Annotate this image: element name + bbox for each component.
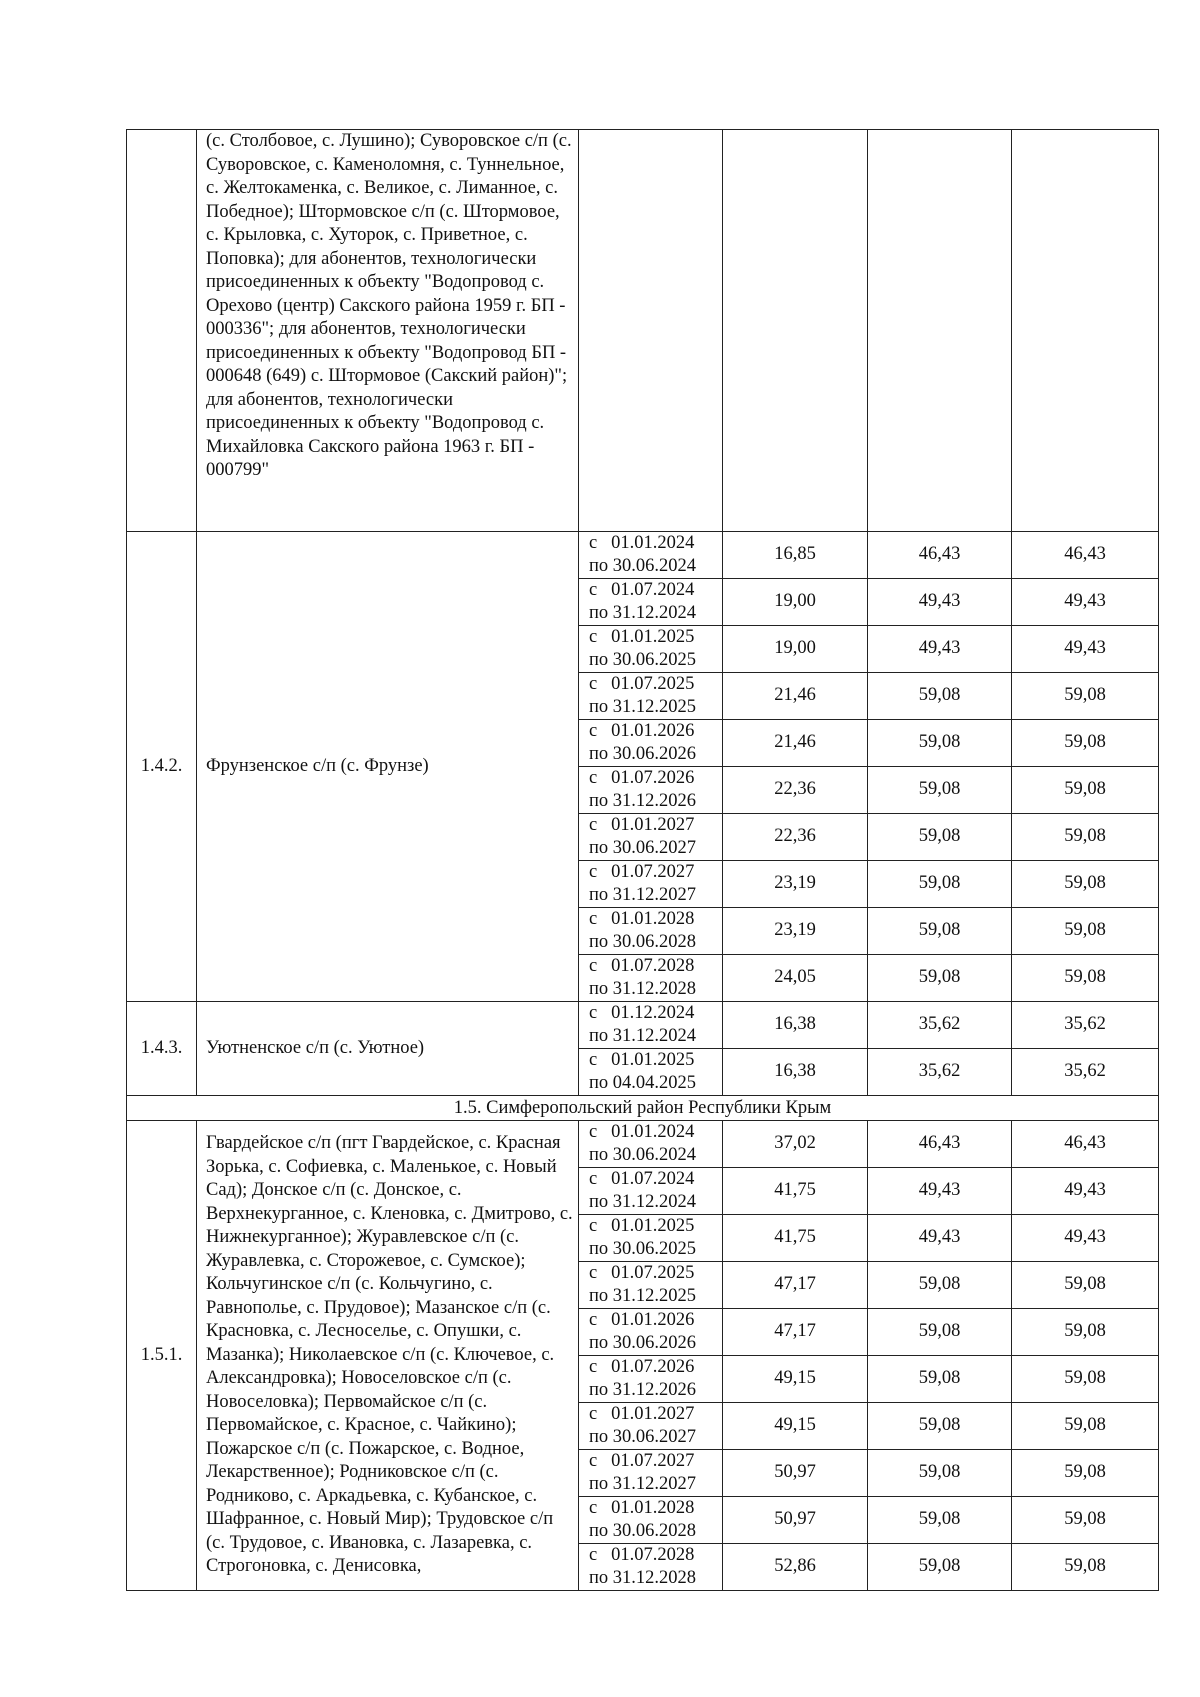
- table-row: [127, 532, 1159, 579]
- tariff-value-cell: [1012, 130, 1159, 532]
- section-heading-row: [127, 1096, 1159, 1121]
- settlement-name: Фрунзенское с/п (с. Фрунзе): [197, 532, 579, 1002]
- tariff-value-3: 59,08: [1012, 1403, 1159, 1450]
- period-to: по 31.12.2026: [589, 1380, 697, 1400]
- tariff-value-2: 59,08: [868, 1262, 1012, 1309]
- tariff-value-1: 50,97: [723, 1450, 868, 1497]
- block-1-4-3: [127, 1002, 1159, 1096]
- period-from: с 01.07.2024: [589, 580, 695, 600]
- period-from: с 01.07.2026: [589, 1357, 695, 1377]
- block-1-5-1: [127, 1121, 1159, 1591]
- section-heading: 1.5. Симферопольский район Республики Крым: [127, 1096, 1159, 1121]
- tariff-value-3: 49,43: [1012, 1168, 1159, 1215]
- period-cell: [579, 626, 723, 673]
- tariff-value-3: 35,62: [1012, 1049, 1159, 1096]
- period-cell: [579, 1450, 723, 1497]
- tariff-value-2: 59,08: [868, 720, 1012, 767]
- tariff-value-1: 41,75: [723, 1168, 868, 1215]
- period-from: с 01.01.2026: [589, 721, 695, 741]
- period-from: с 01.07.2028: [589, 956, 695, 976]
- tariff-value-2: 59,08: [868, 814, 1012, 861]
- tariff-value-1: 47,17: [723, 1262, 868, 1309]
- period-from: с 01.01.2024: [589, 533, 695, 553]
- period-from: с 01.07.2027: [589, 1451, 695, 1471]
- tariff-value-1: 21,46: [723, 720, 868, 767]
- period-cell: [579, 814, 723, 861]
- period-to: по 31.12.2026: [589, 791, 697, 811]
- settlement-name: Уютненское с/п (с. Уютное): [197, 1002, 579, 1096]
- period-from: с 01.01.2028: [589, 1498, 695, 1518]
- tariff-value-1: 49,15: [723, 1356, 868, 1403]
- tariff-value-3: 59,08: [1012, 1309, 1159, 1356]
- period-cell: [579, 1356, 723, 1403]
- tariff-value-2: 46,43: [868, 532, 1012, 579]
- tariff-value-2: 49,43: [868, 1215, 1012, 1262]
- row-number: 1.4.3.: [127, 1002, 197, 1096]
- tariff-value-1: 41,75: [723, 1215, 868, 1262]
- tariff-value-cell: [723, 130, 868, 532]
- tariff-value-2: 49,43: [868, 1168, 1012, 1215]
- tariff-value-3: 59,08: [1012, 1497, 1159, 1544]
- row-number: 1.4.2.: [127, 532, 197, 1002]
- period-cell: [579, 1544, 723, 1591]
- tariff-value-3: 49,43: [1012, 1215, 1159, 1262]
- tariff-value-3: 59,08: [1012, 814, 1159, 861]
- tariff-value-3: 59,08: [1012, 673, 1159, 720]
- period-cell: [579, 1168, 723, 1215]
- period-from: с 01.07.2024: [589, 1169, 695, 1189]
- period-cell: [579, 1309, 723, 1356]
- tariff-value-3: 59,08: [1012, 720, 1159, 767]
- table-row-continuation: [127, 130, 1159, 532]
- period-cell: [579, 955, 723, 1002]
- tariff-value-1: 50,97: [723, 1497, 868, 1544]
- tariff-value-1: 23,19: [723, 861, 868, 908]
- tariff-value-1: 22,36: [723, 814, 868, 861]
- tariff-value-1: 16,85: [723, 532, 868, 579]
- tariff-value-1: 49,15: [723, 1403, 868, 1450]
- period-to: по 30.06.2027: [589, 838, 697, 858]
- tariff-value-3: 59,08: [1012, 908, 1159, 955]
- period-to: по 31.12.2028: [589, 979, 697, 999]
- tariff-value-2: 59,08: [868, 908, 1012, 955]
- tariff-value-1: 22,36: [723, 767, 868, 814]
- tariff-value-2: 59,08: [868, 1544, 1012, 1591]
- period-cell: [579, 861, 723, 908]
- tariff-value-2: 49,43: [868, 626, 1012, 673]
- period-to: по 30.06.2025: [589, 1239, 697, 1259]
- tariff-value-2: 59,08: [868, 1450, 1012, 1497]
- settlement-name: Гвардейское с/п (пгт Гвардейское, с. Красная Зорька, с. Софиевка, с. Маленькое, с. Новый Сад); Донское с/п (с. Донское, с. Верхнекурганное, с. Кленовка, с. Дмитрово, с. Нижнекурганное); Журавлевское с/п (с. Журавлевка, с. Сторожевое, с. Сумское); Кольчугинское с/п (с. Кольчугино, с. Равнополье, с. Прудовое); Мазанское с/п (с. Красновка, с. Лесноселье, с. Опушки, с. Мазанка); Николаевское с/п (с. Ключевое, с. Александровка); Новоселовское с/п (с. Новоселовка); Первомайское с/п (с. Первомайское, с. Красное, с. Чайкино); Пожарское с/п (с. Пожарское, с. Водное, Лекарственное); Родниковское с/п (с. Родниково, с. Аркадьевка, с. Кубанское, с. Шафранное, с. Новый Мир); Трудовское с/п (с. Трудовое, с. Ивановка, с. Лазаревка, с. Строгоновка, с. Денисовка,: [197, 1121, 579, 1591]
- tariff-value-3: 46,43: [1012, 532, 1159, 579]
- period-from: с 01.07.2025: [589, 674, 695, 694]
- period-to: по 30.06.2024: [589, 1145, 697, 1165]
- tariff-value-3: 59,08: [1012, 1450, 1159, 1497]
- period-from: с 01.01.2028: [589, 909, 695, 929]
- period-cell: [579, 720, 723, 767]
- row-number: 1.5.1.: [127, 1121, 197, 1591]
- period-from: с 01.01.2025: [589, 1050, 695, 1070]
- period-to: по 31.12.2028: [589, 1568, 697, 1588]
- period-from: с 01.01.2026: [589, 1310, 695, 1330]
- period-from: с 01.01.2027: [589, 815, 695, 835]
- period-from: с 01.07.2027: [589, 862, 695, 882]
- tariff-value-1: 19,00: [723, 579, 868, 626]
- period-cell: [579, 579, 723, 626]
- period-cell: [579, 1049, 723, 1096]
- tariff-value-3: 59,08: [1012, 861, 1159, 908]
- period-cell: [579, 1121, 723, 1168]
- tariff-value-1: 37,02: [723, 1121, 868, 1168]
- period-to: по 31.12.2024: [589, 1026, 697, 1046]
- tariff-value-3: 59,08: [1012, 1544, 1159, 1591]
- period-cell: [579, 908, 723, 955]
- tariff-value-2: 35,62: [868, 1049, 1012, 1096]
- tariff-value-3: 59,08: [1012, 1262, 1159, 1309]
- tariff-value-2: 49,43: [868, 579, 1012, 626]
- period-cell: [579, 532, 723, 579]
- tariff-value-2: 59,08: [868, 767, 1012, 814]
- period-to: по 30.06.2028: [589, 1521, 697, 1541]
- period-cell: [579, 1215, 723, 1262]
- table-row: [127, 1002, 1159, 1049]
- tariff-value-3: 49,43: [1012, 626, 1159, 673]
- tariff-value-2: 59,08: [868, 673, 1012, 720]
- period-to: по 30.06.2028: [589, 932, 697, 952]
- tariff-value-2: 59,08: [868, 1356, 1012, 1403]
- tariff-value-2: 59,08: [868, 1309, 1012, 1356]
- period-cell: [579, 130, 723, 532]
- period-to: по 30.06.2026: [589, 744, 697, 764]
- tariff-value-2: 35,62: [868, 1002, 1012, 1049]
- tariff-value-cell: [868, 130, 1012, 532]
- period-from: с 01.01.2025: [589, 1216, 695, 1236]
- tariff-value-2: 59,08: [868, 955, 1012, 1002]
- tariff-value-1: 21,46: [723, 673, 868, 720]
- period-from: с 01.12.2024: [589, 1003, 695, 1023]
- period-to: по 30.06.2027: [589, 1427, 697, 1447]
- tariff-value-1: 16,38: [723, 1049, 868, 1096]
- tariff-value-2: 46,43: [868, 1121, 1012, 1168]
- period-to: по 31.12.2024: [589, 603, 697, 623]
- period-from: с 01.07.2028: [589, 1545, 695, 1565]
- period-to: по 31.12.2024: [589, 1192, 697, 1212]
- period-to: по 31.12.2027: [589, 885, 697, 905]
- tariff-value-1: 19,00: [723, 626, 868, 673]
- period-cell: [579, 1002, 723, 1049]
- tariff-table: [126, 129, 1159, 1591]
- period-from: с 01.07.2025: [589, 1263, 695, 1283]
- period-to: по 31.12.2025: [589, 697, 697, 717]
- period-cell: [579, 673, 723, 720]
- period-cell: [579, 1403, 723, 1450]
- period-from: с 01.07.2026: [589, 768, 695, 788]
- period-from: с 01.01.2027: [589, 1404, 695, 1424]
- period-to: по 31.12.2025: [589, 1286, 697, 1306]
- tariff-value-1: 23,19: [723, 908, 868, 955]
- tariff-value-2: 59,08: [868, 1497, 1012, 1544]
- tariff-value-1: 16,38: [723, 1002, 868, 1049]
- period-cell: [579, 1262, 723, 1309]
- tariff-value-3: 49,43: [1012, 579, 1159, 626]
- period-to: по 30.06.2026: [589, 1333, 697, 1353]
- period-to: по 31.12.2027: [589, 1474, 697, 1494]
- period-to: по 30.06.2025: [589, 650, 697, 670]
- tariff-value-3: 59,08: [1012, 955, 1159, 1002]
- period-cell: [579, 767, 723, 814]
- period-from: с 01.01.2025: [589, 627, 695, 647]
- section-1-5: [127, 1096, 1159, 1121]
- tariff-value-2: 59,08: [868, 861, 1012, 908]
- period-cell: [579, 1497, 723, 1544]
- tariff-value-2: 59,08: [868, 1403, 1012, 1450]
- tariff-value-3: 59,08: [1012, 1356, 1159, 1403]
- tariff-value-3: 35,62: [1012, 1002, 1159, 1049]
- tariff-value-3: 46,43: [1012, 1121, 1159, 1168]
- period-to: по 04.04.2025: [589, 1073, 697, 1093]
- period-from: с 01.01.2024: [589, 1122, 695, 1142]
- tariff-value-1: 47,17: [723, 1309, 868, 1356]
- tariff-value-1: 52,86: [723, 1544, 868, 1591]
- table-row: [127, 1121, 1159, 1168]
- tariff-value-1: 24,05: [723, 955, 868, 1002]
- block-1-4-2: [127, 532, 1159, 1002]
- period-to: по 30.06.2024: [589, 556, 697, 576]
- tariff-table-body: [127, 130, 1159, 532]
- row-number-cell: [127, 130, 197, 532]
- settlement-description: (с. Столбовое, с. Лушино); Суворовское с/п (с. Суворовское, с. Каменоломня, с. Туннельное, с. Желтокаменка, с. Великое, с. Лиманное, с. Победное); Штормовское с/п (с. Штормовое, с. Крыловка, с. Хуторок, с. Приветное, с. Поповка); для абонентов, технологически присоединенных к объекту "Водопровод с. Орехово (центр) Сакского района 1959 г. БП - 000336"; для абонентов, технологически присоединенных к объекту "Водопровод БП - 000648 (649) с. Штормовое (Сакский район)"; для абонентов, технологически присоединенных к объекту "Водопровод с. Михайловка Сакского района 1963 г. БП - 000799": [197, 130, 579, 532]
- tariff-value-3: 59,08: [1012, 767, 1159, 814]
